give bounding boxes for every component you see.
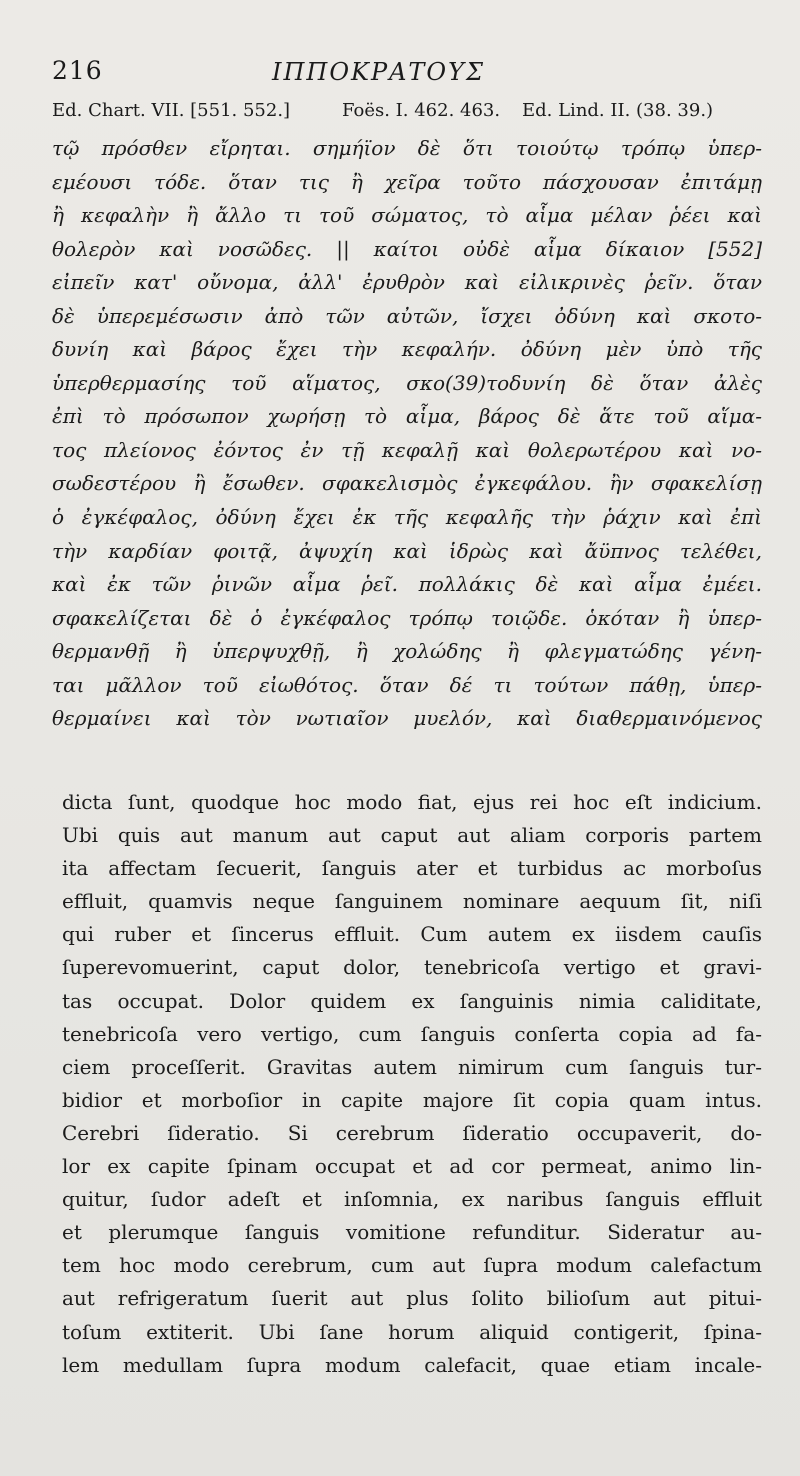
latin-line: Cerebri ſideratio. Si cerebrum ſideratio occupaverit, do- [62, 1120, 762, 1145]
latin-line: dicta ſunt, quodque hoc modo fiat, ejus rei hoc eſt indicium. [62, 790, 762, 814]
greek-line: τὴν καρδίαν φοιτᾷ, ἀψυχίη καὶ ἱδρὼς καὶ ἄϋπνος τελέθει, [52, 538, 762, 563]
latin-line: tas occupat. Dolor quidem ex ſanguinis nimia caliditate, [62, 988, 762, 1013]
foesius-reference: Foës. I. 462. 463. [342, 100, 501, 121]
latin-line: bidior et morboſior in capite majore ſit copia quam intus. [62, 1087, 762, 1112]
latin-line: effluit, quamvis neque ſanguinem nominare aequum ſit, niſi [62, 889, 762, 914]
greek-line: ται μᾶλλον τοῦ εἰωθότος. ὅταν δέ τι τούτων πάθῃ, ὑπερ- [52, 672, 762, 697]
latin-line: Ubi quis aut manum aut caput aut aliam corporis partem [62, 823, 762, 848]
latin-line: qui ruber et ſincerus effluit. Cum autem ex iisdem cauſis [62, 922, 762, 947]
running-head: ΙΠΠΟΚΡΑΤΟΥΣ [272, 58, 485, 86]
greek-line: θερμανθῇ ἢ ὑπερψυχθῇ, ἢ χολώδης ἢ φλεγματώδης γένη- [52, 639, 762, 664]
greek-line: δὲ ὑπερεμέσωσιν ἀπὸ τῶν αὐτῶν, ἴσχει ὀδύνη καὶ σκοτο- [52, 303, 762, 328]
chartier-reference: Ed. Chart. VII. [551. 552.] [52, 100, 291, 121]
greek-line: σφακελίζεται δὲ ὁ ἐγκέφαλος τρόπῳ τοιῷδε. ὁκόταν ἢ ὑπερ- [52, 605, 762, 630]
page-number: 216 [52, 56, 103, 85]
latin-line: ita affectam ſecuerit, ſanguis ater et turbidus ac morboſus [62, 856, 762, 881]
greek-line: τῷ πρόσθεν εἴρηται. σημήϊον δὲ ὅτι τοιούτῳ τρόπῳ ὑπερ- [52, 136, 762, 160]
edition-references [52, 100, 770, 134]
latin-line: et plerumque ſanguis vomitione refunditur. Sideratur au- [62, 1220, 762, 1245]
latin-line: ſuperevomuerint, caput dolor, tenebricoſa vertigo et gravi- [62, 955, 762, 980]
latin-line: quitur, ſudor adeſt et inſomnia, ex naribus ſanguis effluit [62, 1187, 762, 1212]
latin-line: tem hoc modo cerebrum, cum aut ſupra modum calefactum [62, 1253, 762, 1278]
latin-line: aut refrigeratum ſuerit aut plus ſolito bilioſum aut pitui- [62, 1286, 762, 1311]
greek-line: ἢ κεφαλὴν ἢ ἄλλο τι τοῦ σώματος, τὸ αἷμα μέλαν ῥέει καὶ [52, 203, 762, 228]
greek-line: δυνίη καὶ βάρος ἔχει τὴν κεφαλήν. ὀδύνη μὲν ὑπὸ τῆς [52, 337, 762, 362]
greek-line: καὶ ἐκ τῶν ῥινῶν αἷμα ῥεῖ. πολλάκις δὲ καὶ αἷμα ἐμέει. [52, 572, 762, 597]
greek-line: θολερὸν καὶ νοσῶδες. || καίτοι οὐδὲ αἷμα δίκαιον [552] [52, 236, 762, 261]
greek-line: ἐπὶ τὸ πρόσωπον χωρήσῃ τὸ αἷμα, βάρος δὲ ἅτε τοῦ αἵμα- [52, 404, 762, 429]
latin-line: toſum extiterit. Ubi ſane horum aliquid contigerit, ſpina- [62, 1319, 762, 1344]
greek-line: ὁ ἐγκέφαλος, ὀδύνη ἔχει ἐκ τῆς κεφαλῆς τὴν ῥάχιν καὶ ἐπὶ [52, 505, 762, 530]
greek-line: τος πλείονος ἐόντος ἐν τῇ κεφαλῇ καὶ θολερωτέρου καὶ νο- [52, 437, 762, 462]
greek-line: εμέουσι τόδε. ὅταν τις ἢ χεῖρα τοῦτο πάσχουσαν ἐπιτάμῃ [52, 169, 762, 194]
latin-translation [62, 786, 762, 1382]
greek-line: εἰπεῖν κατ' οὔνομα, ἀλλ' ἐρυθρὸν καὶ εἰλικρινὲς ῥεῖν. ὅταν [52, 270, 762, 295]
latin-line: lem medullam ſupra modum calefacit, quae etiam incale- [62, 1352, 762, 1377]
greek-text [52, 132, 762, 736]
latin-line: ciem proceſſerit. Gravitas autem nimirum cum ſanguis tur- [62, 1054, 762, 1079]
greek-line: σωδεστέρου ἢ ἔσωθεν. σφακελισμὸς ἐγκεφάλου. ἢν σφακελίσῃ [52, 471, 762, 496]
latin-line: lor ex capite ſpinam occupat et ad cor permeat, animo lin- [62, 1154, 762, 1179]
greek-line: θερμαίνει καὶ τὸν νωτιαῖον μυελόν, καὶ διαθερμαινόμενος [52, 706, 762, 731]
linden-reference: Ed. Lind. II. (38. 39.) [522, 100, 714, 121]
greek-line: ὑπερθερμασίης τοῦ αἵματος, σκο(39)τοδυνίη δὲ ὅταν ἀλὲς [52, 370, 762, 395]
latin-line: tenebricoſa vero vertigo, cum ſanguis conſerta copia ad fa- [62, 1021, 762, 1046]
page-header [52, 56, 748, 96]
